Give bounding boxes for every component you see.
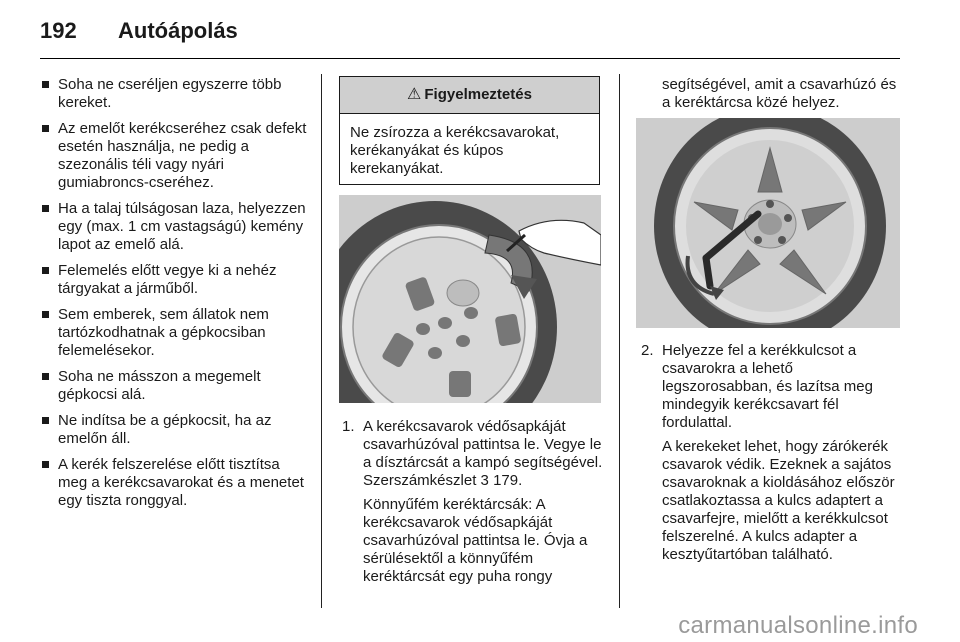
page-header (40, 14, 900, 54)
safety-bullets-column (38, 76, 310, 518)
bullet-square-icon (42, 205, 49, 212)
hubcap-removal-illustration (339, 195, 601, 403)
bullet-square-icon (42, 461, 49, 468)
bullet-item: Soha ne cseréljen egyszerre több kereket. (38, 76, 310, 112)
bullet-square-icon (42, 81, 49, 88)
bullet-square-icon (42, 373, 49, 380)
step-number: 1. (342, 418, 355, 435)
step-note: A kerekeket lehet, hogy zárókerék csavarok védik. Ezeknek a sajátos csavaroknak a kioldásához először csatlakoztassa a kulcs adaptert a csavarfejre, mielőtt a kerékkulcsot felszerelné. A kulcs adapter a kesztyűtartóban található. (662, 438, 895, 563)
wheel-wrench-drawing (636, 118, 900, 328)
page-title: Autóápolás (118, 18, 238, 43)
step-2 (638, 342, 902, 570)
page-ref-arrow-icon: 3 (480, 472, 489, 489)
bullet-square-icon (42, 417, 49, 424)
warning-triangle-icon: ⚠ (407, 86, 422, 103)
bullet-item: A kerék felszerelése előtt tisztítsa meg a kerékcsavarokat és a menetet egy tiszta ronggyal. (38, 456, 310, 510)
bullet-item: Sem emberek, sem állatok nem tartózkodhatnak a gépkocsiban felemelésekor. (38, 306, 310, 360)
safety-bullet-list (38, 76, 310, 510)
bullet-item: Ha a talaj túlságosan laza, helyezzen egy (max. 1 cm vastagságú) kemény lapot az emelő alá. (38, 200, 310, 254)
bullet-item: Ne indítsa be a gépkocsit, ha az emelőn áll. (38, 412, 310, 448)
warning-body: Ne zsírozza a kerékcsavarokat, kerékanyákat és kúpos kerekanyákat. (350, 124, 560, 177)
bullet-square-icon (42, 267, 49, 274)
page-reference: 179. (493, 472, 523, 489)
step-item (638, 342, 902, 564)
step-item (339, 418, 604, 586)
wheel-wrench-illustration (636, 118, 900, 328)
bullet-item: Az emelőt kerékcseréhez csak defekt esetén használja, ne pedig a szezonális téli vagy nyári gumiabroncs-cseréhez. (38, 120, 310, 192)
step-number: 2. (641, 342, 654, 359)
watermark: carmanualsonline.info (678, 612, 918, 639)
bullet-square-icon (42, 125, 49, 132)
bullet-item: Felemelés előtt vegye ki a nehéz tárgyakat a járműből. (38, 262, 310, 298)
step-1-continuation: segítségével, amit a csavarhúzó és a keréktárcsa közé helyez. (662, 76, 897, 111)
header-rule (40, 58, 900, 59)
step-1 (339, 418, 604, 592)
warning-heading: ⚠ Figyelmeztetés (340, 77, 599, 114)
hubcap-removal-drawing (339, 195, 601, 403)
column-divider-left (321, 74, 322, 608)
step-note: Könnyűfém keréktárcsák: A kerékcsavarok védősapkáját csavarhúzóval pattintsa le. Óvja a sérülésektől a könnyűfém keréktárcsát egy puha rongy (363, 496, 588, 585)
warning-box (339, 76, 600, 185)
column-divider-right (619, 74, 620, 608)
step-text: A kerékcsavarok védősapkáját csavarhúzóval pattintsa le. Vegye le a dísztárcsát a kampó segítségével. Szerszámkészlet 3 179. (363, 418, 603, 489)
bullet-square-icon (42, 311, 49, 318)
page-number: 192 (40, 18, 77, 43)
bullet-item: Soha ne másszon a megemelt gépkocsi alá. (38, 368, 310, 404)
step-text: Helyezze fel a kerékkulcsot a csavarokra a lehető legszorosabban, és lazítsa meg mindegyik kerékcsavart fél fordulattal. (662, 342, 873, 431)
